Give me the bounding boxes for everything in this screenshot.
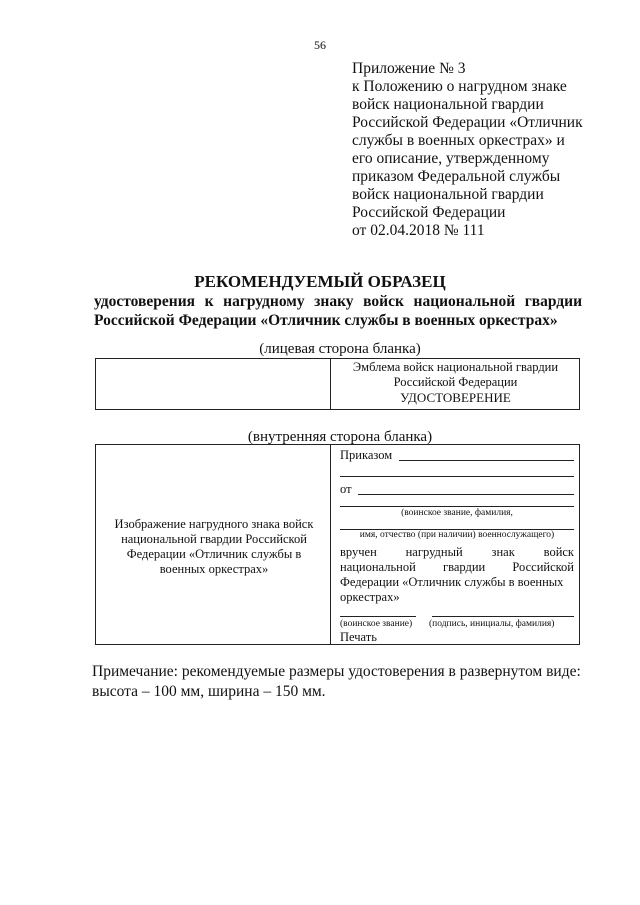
stamp-label: Печать	[340, 630, 377, 644]
order-field-line[interactable]	[399, 460, 574, 461]
appendix-line: Российской Федерации	[352, 204, 506, 221]
signature-hint: (подпись, инициалы, фамилия)	[429, 619, 555, 629]
badge-image-line: национальной гвардии Российской	[121, 532, 307, 546]
inner-side-caption: (внутренняя сторона бланка)	[247, 429, 433, 445]
from-field-line[interactable]	[358, 494, 574, 495]
document-subtitle-line-1: удостоверения к нагрудному знаку войск национальной гвардии	[94, 293, 582, 310]
awarded-text-line: Федерации «Отличник службы в военных	[340, 575, 564, 589]
inner-side-form	[95, 444, 580, 645]
emblem-line: Российской Федерации	[393, 375, 518, 389]
appendix-line: Российской Федерации «Отличник	[352, 114, 583, 131]
awarded-text-line: вручен нагрудный знак войск	[340, 545, 574, 559]
appendix-line: войск национальной гвардии	[352, 186, 544, 203]
rank-signature-line[interactable]	[340, 616, 416, 617]
rank-name-line[interactable]	[340, 506, 574, 507]
badge-image-placeholder	[104, 517, 324, 577]
rank-hint: (воинское звание)	[340, 619, 413, 629]
appendix-line: приказом Федеральной службы	[352, 168, 561, 185]
patronymic-hint: имя, отчество (при наличии) военнослужащего)	[359, 530, 555, 540]
front-right-panel	[332, 360, 579, 405]
page-number: 56	[314, 38, 326, 52]
appendix-line: его описание, утвержденному	[352, 150, 550, 167]
emblem-line: Эмблема войск национальной гвардии	[352, 360, 559, 374]
badge-image-line: Изображение нагрудного знака войск	[114, 517, 314, 531]
order-field-label: Приказом	[340, 448, 393, 462]
certificate-label: УДОСТОВЕРЕНИЕ	[400, 390, 511, 405]
appendix-line: к Положению о нагрудном знаке	[352, 78, 567, 95]
note-line: Примечание: рекомендуемые размеры удостоверения в развернутом виде:	[92, 663, 581, 680]
appendix-line: службы в военных оркестрах» и	[352, 132, 565, 149]
from-field-label: от	[340, 482, 352, 496]
inner-divider	[330, 445, 331, 644]
front-side-caption: (лицевая сторона бланка)	[259, 341, 421, 357]
document-title: РЕКОМЕНДУЕМЫЙ ОБРАЗЕЦ	[194, 272, 446, 291]
appendix-block	[352, 60, 602, 240]
blank-line[interactable]	[340, 476, 574, 477]
signature-line[interactable]	[432, 616, 574, 617]
appendix-line: войск национальной гвардии	[352, 96, 544, 113]
badge-image-line: военных оркестрах»	[159, 562, 269, 576]
front-side-form	[95, 358, 580, 410]
note	[92, 662, 581, 702]
awarded-text-line: оркестрах»	[340, 590, 400, 604]
appendix-line: от 02.04.2018 № 111	[352, 222, 485, 239]
rank-name-hint: (воинское звание, фамилия,	[401, 508, 513, 518]
appendix-line: Приложение № 3	[352, 60, 466, 77]
front-divider	[330, 359, 331, 409]
note-line: высота – 100 мм, ширина – 150 мм.	[92, 683, 326, 700]
awarded-text-line: национальной гвардии Российской	[340, 560, 574, 574]
badge-image-line: Федерации «Отличник службы в	[126, 547, 302, 561]
document-subtitle-line-2: Российской Федерации «Отличник службы в военных оркестрах»	[94, 312, 558, 329]
